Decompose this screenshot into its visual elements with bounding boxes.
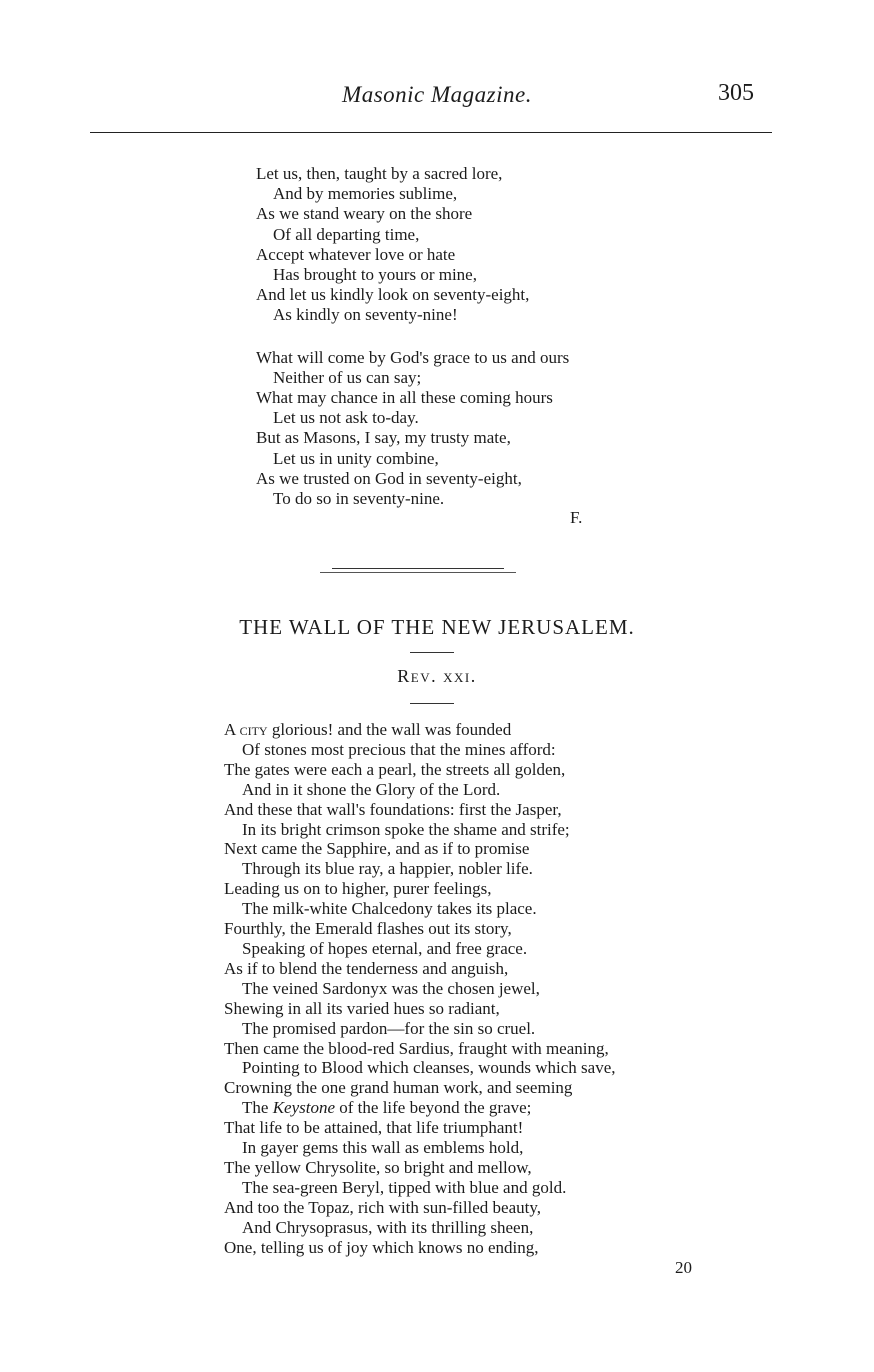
subtitle-rule bbox=[410, 703, 454, 704]
article-poem bbox=[224, 720, 616, 1257]
poem-line: As if to blend the tenderness and anguish, bbox=[224, 958, 509, 978]
poem-line: The milk-white Chalcedony takes its place. bbox=[242, 899, 537, 919]
poem-line: As we trusted on God in seventy-eight, bbox=[256, 468, 522, 488]
poem-line: Neither of us can say; bbox=[273, 367, 422, 387]
poem-line: Fourthly, the Emerald flashes out its story, bbox=[224, 919, 512, 939]
poem-line: And in it shone the Glory of the Lord. bbox=[242, 779, 501, 799]
poem-line: As we stand weary on the shore bbox=[256, 204, 473, 224]
poem-line: Crowning the one grand human work, and seeming bbox=[224, 1078, 573, 1098]
poem-line: Let us not ask to-day. bbox=[273, 408, 419, 428]
poem-line: Let us, then, taught by a sacred lore, bbox=[256, 164, 503, 183]
poem-line: The sea-green Beryl, tipped with blue and gold. bbox=[242, 1177, 567, 1197]
poem-line: That life to be attained, that life triumphant! bbox=[224, 1118, 524, 1138]
poem-line: A city glorious! and the wall was founded bbox=[224, 720, 512, 739]
running-title: Masonic Magazine. bbox=[342, 82, 532, 107]
poem-line: And let us kindly look on seventy-eight, bbox=[256, 285, 530, 305]
poem-line: To do so in seventy-nine. bbox=[273, 489, 445, 509]
poem-line: In gayer gems this wall as emblems hold, bbox=[242, 1138, 524, 1158]
poem-line: Through its blue ray, a happier, nobler life. bbox=[242, 859, 533, 879]
poem-line: Leading us on to higher, purer feelings, bbox=[224, 879, 492, 899]
poem-continuation bbox=[256, 164, 569, 509]
italic-word: Keystone bbox=[272, 1098, 336, 1118]
poem-line: Of all departing time, bbox=[273, 224, 420, 244]
section-divider-ornament bbox=[320, 568, 516, 576]
poem-line: What will come by God's grace to us and ours bbox=[256, 347, 570, 367]
poem-line: In its bright crimson spoke the shame and strife; bbox=[242, 819, 570, 839]
poem-line: The veined Sardonyx was the chosen jewel, bbox=[242, 978, 540, 998]
poem-line: And Chrysoprasus, with its thrilling sheen, bbox=[242, 1217, 534, 1237]
poem-line: What may chance in all these coming hours bbox=[256, 388, 553, 408]
poem-line: The yellow Chrysolite, so bright and mellow, bbox=[224, 1157, 532, 1177]
poem-line: But as Masons, I say, my trusty mate, bbox=[256, 428, 511, 448]
poem-line: Pointing to Blood which cleanses, wounds which save, bbox=[242, 1058, 616, 1078]
poem-line: Next came the Sapphire, and as if to promise bbox=[224, 839, 530, 859]
poem-signature: F. bbox=[570, 508, 583, 527]
poem-line: And too the Topaz, rich with sun-filled beauty, bbox=[224, 1197, 542, 1217]
poem-line: Shewing in all its varied hues so radiant, bbox=[224, 998, 500, 1018]
poem-line: One, telling us of joy which knows no ending, bbox=[224, 1237, 539, 1257]
stanza-gap bbox=[256, 326, 569, 348]
signature-mark: 20 bbox=[675, 1258, 692, 1277]
poem-line: Speaking of hopes eternal, and free grace. bbox=[242, 938, 528, 958]
title-rule bbox=[410, 652, 454, 653]
article-subtitle bbox=[0, 666, 874, 687]
header-rule bbox=[90, 132, 772, 133]
poem-line: And these that wall's foundations: first the Jasper, bbox=[224, 799, 562, 819]
page-number: 305 bbox=[718, 80, 754, 106]
poem-line: The promised pardon—for the sin so cruel. bbox=[242, 1018, 536, 1038]
poem-line: Accept whatever love or hate bbox=[256, 244, 456, 264]
article-subtitle-text: Rev. xxi. bbox=[397, 666, 477, 686]
article-title: THE WALL OF THE NEW JERUSALEM. bbox=[239, 615, 635, 639]
opening-word: A city bbox=[224, 720, 268, 739]
poem-line: Then came the blood-red Sardius, fraught with meaning, bbox=[224, 1038, 609, 1058]
poem-line: Let us in unity combine, bbox=[273, 448, 439, 468]
poem-line: The gates were each a pearl, the streets all golden, bbox=[224, 759, 566, 779]
poem-line: Has brought to yours or mine, bbox=[273, 265, 477, 285]
poem-line: Of stones most precious that the mines afford: bbox=[242, 739, 556, 759]
poem-line: As kindly on seventy-nine! bbox=[273, 305, 458, 325]
poem-line: The Keystone of the life beyond the grave; bbox=[242, 1098, 532, 1118]
poem-line: And by memories sublime, bbox=[273, 184, 458, 204]
